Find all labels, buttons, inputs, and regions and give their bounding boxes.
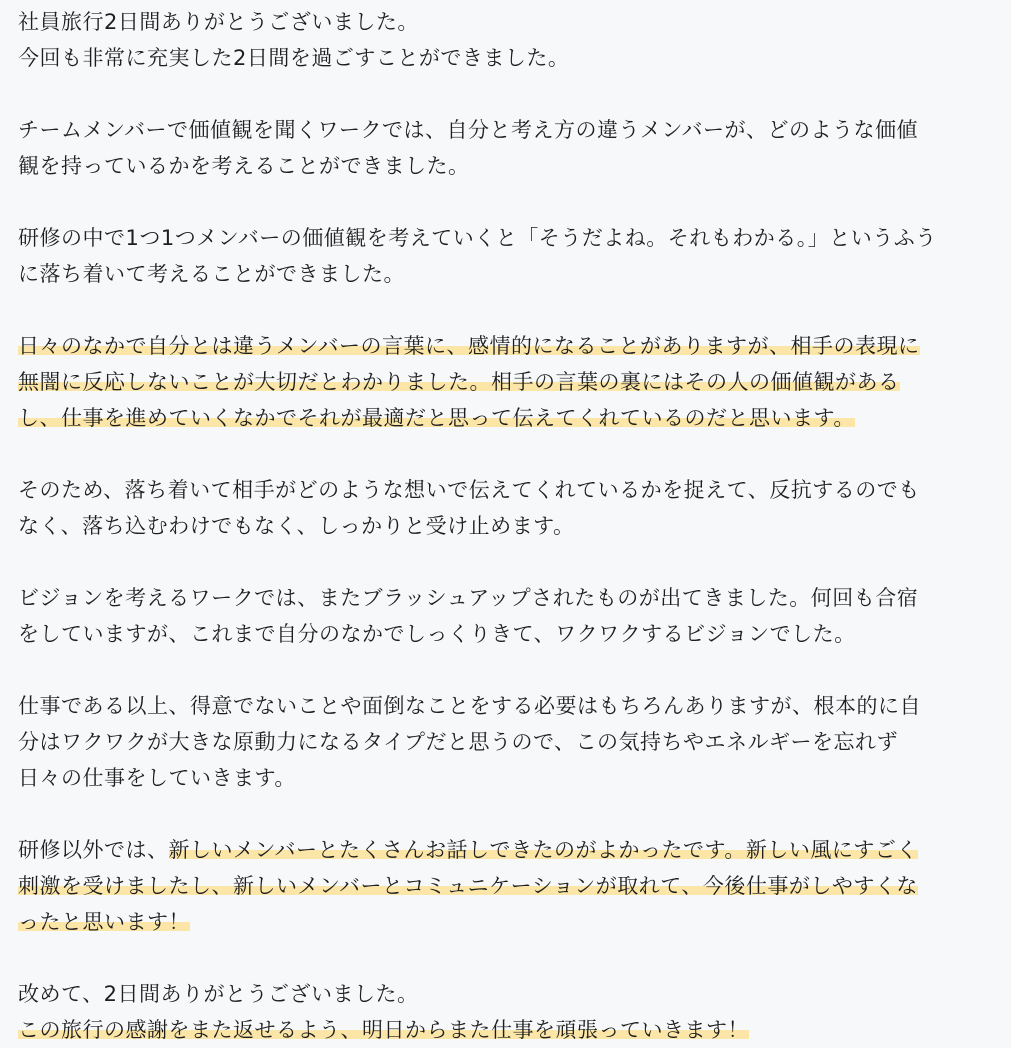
text-line [18, 868, 1001, 904]
highlighted-text: ったと思います！ [18, 910, 190, 934]
paragraph [18, 4, 1001, 76]
paragraph [18, 472, 1001, 544]
paragraph [18, 112, 1001, 184]
text-line [18, 400, 1001, 436]
paragraph [18, 220, 1001, 292]
highlighted-text: 刺激を受けましたし、新しいメンバーとコミュニケーションが取れて、今後仕事がしやすくな [18, 874, 918, 898]
text-line [18, 760, 1001, 796]
text-line [18, 1012, 1001, 1048]
highlighted-text: 日々のなかで自分とは違うメンバーの言葉に、感情的になることがありますが、相手の表現に [18, 334, 920, 358]
text-line [18, 904, 1001, 940]
text-line [18, 976, 1001, 1012]
highlighted-text: この旅行の感謝をまた返せるよう、明日からまた仕事を頑張っていきます！ [18, 1018, 749, 1042]
text-line [18, 580, 1001, 616]
text-line [18, 508, 1001, 544]
paragraph [18, 580, 1001, 652]
highlighted-text: 無闇に反応しないことが大切だとわかりました。相手の言葉の裏にはその人の価値観がある [18, 370, 900, 394]
text-segment: 観を持っているかを考えることができました。 [18, 154, 470, 178]
text-segment: 研修の中で1つ1つメンバーの価値観を考えていくと「そうだよね。それもわかる。」というふう [18, 226, 937, 250]
text-segment: 日々の仕事をしていきます。 [18, 766, 296, 790]
text-segment: 研修以外では、 [18, 838, 169, 862]
text-line [18, 40, 1001, 76]
text-segment: 社員旅行2日間ありがとうございました。 [18, 10, 419, 34]
paragraph [18, 976, 1001, 1048]
text-line [18, 688, 1001, 724]
text-segment: 仕事である以上、得意でないことや面倒なことをする必要はもちろんありますが、根本的に自 [18, 694, 921, 718]
text-segment: チームメンバーで価値観を聞くワークでは、自分と考え方の違うメンバーが、どのような価値 [18, 118, 919, 142]
text-line [18, 112, 1001, 148]
paragraph [18, 832, 1001, 940]
text-segment: ビジョンを考えるワークでは、またブラッシュアップされたものが出てきました。何回も合宿 [18, 586, 919, 610]
text-segment: 今回も非常に充実した2日間を過ごすことができました。 [18, 46, 570, 70]
text-segment: に落ち着いて考えることができました。 [18, 262, 405, 286]
text-line [18, 724, 1001, 760]
text-segment: 改めて、2日間ありがとうございました。 [18, 982, 419, 1006]
text-segment: をしていますが、これまで自分のなかでしっくりきて、ワクワクするビジョンでした。 [18, 622, 856, 646]
text-line [18, 220, 1001, 256]
highlighted-text: し、仕事を進めていくなかでそれが最適だと思って伝えてくれているのだと思います。 [18, 406, 855, 430]
text-segment: 分はワクワクが大きな原動力になるタイプだと思うので、この気持ちやエネルギーを忘れず [18, 730, 899, 754]
text-segment: なく、落ち込むわけでもなく、しっかりと受け止めます。 [18, 514, 575, 538]
text-line [18, 256, 1001, 292]
text-line [18, 148, 1001, 184]
text-segment: そのため、落ち着いて相手がどのような想いで伝えてくれているかを捉えて、反抗するのでも [18, 478, 920, 502]
paragraph [18, 688, 1001, 796]
text-line [18, 364, 1001, 400]
paragraph [18, 328, 1001, 436]
text-line [18, 4, 1001, 40]
highlighted-text: 新しいメンバーとたくさんお話しできたのがよかったです。新しい風にすごく [168, 838, 918, 862]
text-line [18, 472, 1001, 508]
text-line [18, 616, 1001, 652]
text-line [18, 832, 1001, 868]
text-line [18, 328, 1001, 364]
